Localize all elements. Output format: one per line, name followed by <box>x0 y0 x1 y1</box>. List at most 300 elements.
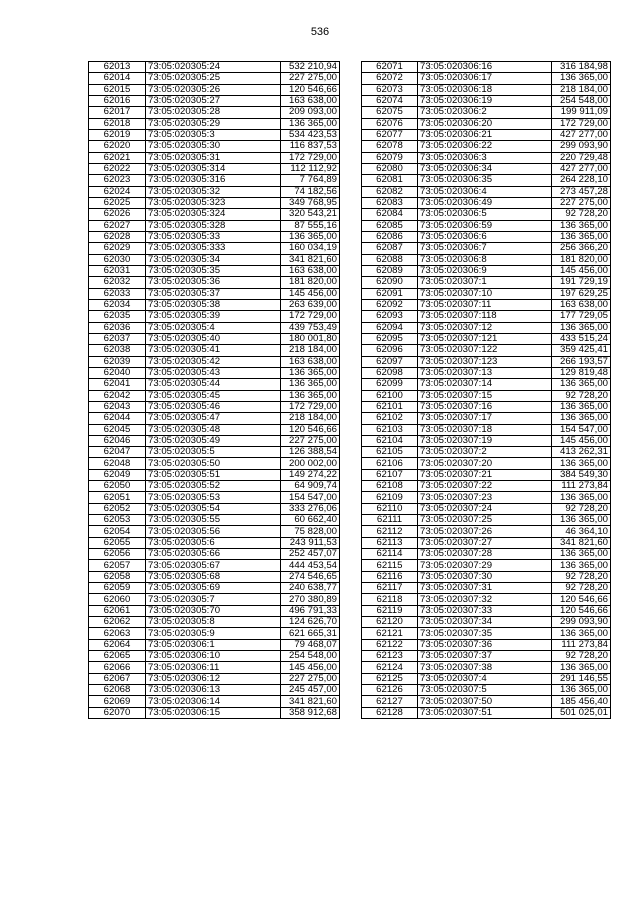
table-row <box>362 605 611 616</box>
cadastral-value: 145 456,00 <box>552 265 611 276</box>
cadastral-value: 136 365,00 <box>281 367 340 378</box>
row-number: 62069 <box>89 696 146 707</box>
table-row <box>89 628 340 639</box>
table-row <box>362 447 611 458</box>
cadastral-value: 433 515,24 <box>552 333 611 344</box>
table-row <box>362 424 611 435</box>
row-number: 62020 <box>89 141 146 152</box>
row-number: 62017 <box>89 107 146 118</box>
cadastral-value: 227 275,00 <box>281 435 340 446</box>
cadastral-number: 73:05:020306:14 <box>146 696 281 707</box>
table-body-right <box>362 62 611 719</box>
cadastral-number: 73:05:020307:24 <box>418 503 552 514</box>
row-number: 62072 <box>362 73 418 84</box>
table-row <box>89 447 340 458</box>
row-number: 62068 <box>89 685 146 696</box>
cadastral-number: 73:05:020305:68 <box>146 571 281 582</box>
cadastral-number: 73:05:020307:29 <box>418 560 552 571</box>
table-row <box>89 503 340 514</box>
cadastral-value: 136 365,00 <box>552 73 611 84</box>
row-number: 62110 <box>362 503 418 514</box>
cadastral-value: 341 821,60 <box>281 254 340 265</box>
table-row <box>362 594 611 605</box>
table-row <box>362 515 611 526</box>
table-row <box>362 537 611 548</box>
row-number: 62076 <box>362 118 418 129</box>
cadastral-value: 136 365,00 <box>552 322 611 333</box>
row-number: 62041 <box>89 379 146 390</box>
cadastral-value: 46 364,10 <box>552 526 611 537</box>
table-row <box>362 651 611 662</box>
row-number: 62029 <box>89 243 146 254</box>
cadastral-number: 73:05:020305:30 <box>146 141 281 152</box>
table-row <box>362 367 611 378</box>
cadastral-number: 73:05:020307:34 <box>418 617 552 628</box>
table-row <box>362 379 611 390</box>
cadastral-number: 73:05:020307:123 <box>418 356 552 367</box>
cadastral-number: 73:05:020305:5 <box>146 447 281 458</box>
table-row <box>89 356 340 367</box>
cadastral-value: 120 546,66 <box>281 424 340 435</box>
row-number: 62117 <box>362 583 418 594</box>
cadastral-value: 181 820,00 <box>281 277 340 288</box>
cadastral-number: 73:05:020305:45 <box>146 390 281 401</box>
cadastral-number: 73:05:020307:19 <box>418 435 552 446</box>
cadastral-value: 92 728,20 <box>552 651 611 662</box>
cadastral-number: 73:05:020305:37 <box>146 288 281 299</box>
row-number: 62115 <box>362 560 418 571</box>
cadastral-value: 227 275,00 <box>552 197 611 208</box>
row-number: 62022 <box>89 163 146 174</box>
table-row <box>89 549 340 560</box>
cadastral-value: 92 728,20 <box>552 390 611 401</box>
cadastral-value: 532 210,94 <box>281 62 340 73</box>
cadastral-value: 111 273,84 <box>552 481 611 492</box>
row-number: 62015 <box>89 84 146 95</box>
cadastral-value: 136 365,00 <box>281 118 340 129</box>
cadastral-number: 73:05:020307:121 <box>418 333 552 344</box>
table-row <box>362 707 611 718</box>
table-row <box>362 639 611 650</box>
cadastral-value: 163 638,00 <box>552 299 611 310</box>
cadastral-value: 349 768,95 <box>281 197 340 208</box>
cadastral-value: 427 277,00 <box>552 129 611 140</box>
cadastral-value: 120 546,66 <box>552 594 611 605</box>
cadastral-number: 73:05:020305:7 <box>146 594 281 605</box>
table-row <box>89 299 340 310</box>
table-row <box>362 333 611 344</box>
row-number: 62092 <box>362 299 418 310</box>
row-number: 62108 <box>362 481 418 492</box>
cadastral-value: 444 453,54 <box>281 560 340 571</box>
register-table-left <box>88 61 340 719</box>
table-row <box>362 84 611 95</box>
table-row <box>89 322 340 333</box>
cadastral-value: 316 184,98 <box>552 62 611 73</box>
cadastral-value: 185 456,40 <box>552 696 611 707</box>
cadastral-number: 73:05:020305:33 <box>146 231 281 242</box>
cadastral-number: 73:05:020305:54 <box>146 503 281 514</box>
row-number: 62053 <box>89 515 146 526</box>
cadastral-value: 199 911,09 <box>552 107 611 118</box>
cadastral-value: 136 365,00 <box>552 628 611 639</box>
table-row <box>89 129 340 140</box>
cadastral-number: 73:05:020305:52 <box>146 481 281 492</box>
cadastral-value: 149 274,22 <box>281 469 340 480</box>
row-number: 62107 <box>362 469 418 480</box>
cadastral-value: 136 365,00 <box>281 390 340 401</box>
row-number: 62090 <box>362 277 418 288</box>
cadastral-number: 73:05:020306:21 <box>418 129 552 140</box>
table-row <box>362 696 611 707</box>
cadastral-value: 496 791,33 <box>281 605 340 616</box>
table-row <box>362 673 611 684</box>
table-row <box>89 515 340 526</box>
cadastral-number: 73:05:020307:16 <box>418 401 552 412</box>
cadastral-number: 73:05:020305:316 <box>146 175 281 186</box>
cadastral-value: 341 821,60 <box>552 537 611 548</box>
row-number: 62065 <box>89 651 146 662</box>
cadastral-number: 73:05:020305:50 <box>146 458 281 469</box>
table-row <box>89 62 340 73</box>
cadastral-value: 172 729,00 <box>281 401 340 412</box>
table-row <box>362 322 611 333</box>
row-number: 62049 <box>89 469 146 480</box>
row-number: 62026 <box>89 209 146 220</box>
cadastral-number: 73:05:020305:47 <box>146 413 281 424</box>
cadastral-number: 73:05:020305:6 <box>146 537 281 548</box>
cadastral-number: 73:05:020306:13 <box>146 685 281 696</box>
table-row <box>362 62 611 73</box>
cadastral-number: 73:05:020305:29 <box>146 118 281 129</box>
cadastral-number: 73:05:020305:28 <box>146 107 281 118</box>
cadastral-number: 73:05:020307:14 <box>418 379 552 390</box>
cadastral-number: 73:05:020307:118 <box>418 311 552 322</box>
cadastral-value: 227 275,00 <box>281 73 340 84</box>
row-number: 62098 <box>362 367 418 378</box>
table-row <box>362 526 611 537</box>
cadastral-value: 218 184,00 <box>552 84 611 95</box>
cadastral-value: 501 025,01 <box>552 707 611 718</box>
cadastral-number: 73:05:020306:10 <box>146 651 281 662</box>
cadastral-number: 73:05:020305:328 <box>146 220 281 231</box>
table-row <box>89 662 340 673</box>
row-number: 62024 <box>89 186 146 197</box>
cadastral-value: 252 457,07 <box>281 549 340 560</box>
table-row <box>362 356 611 367</box>
table-row <box>362 231 611 242</box>
cadastral-value: 145 456,00 <box>281 662 340 673</box>
table-row <box>89 435 340 446</box>
cadastral-value: 191 729,19 <box>552 277 611 288</box>
row-number: 62056 <box>89 549 146 560</box>
table-row <box>89 379 340 390</box>
cadastral-number: 73:05:020306:17 <box>418 73 552 84</box>
cadastral-number: 73:05:020307:30 <box>418 571 552 582</box>
row-number: 62118 <box>362 594 418 605</box>
cadastral-number: 73:05:020305:314 <box>146 163 281 174</box>
row-number: 62106 <box>362 458 418 469</box>
table-row <box>89 141 340 152</box>
table-row <box>89 492 340 503</box>
row-number: 62126 <box>362 685 418 696</box>
cadastral-number: 73:05:020307:35 <box>418 628 552 639</box>
cadastral-number: 73:05:020307:122 <box>418 345 552 356</box>
table-row <box>89 424 340 435</box>
table-row <box>362 265 611 276</box>
cadastral-value: 181 820,00 <box>552 254 611 265</box>
cadastral-number: 73:05:020305:55 <box>146 515 281 526</box>
cadastral-value: 240 638,77 <box>281 583 340 594</box>
table-row <box>362 662 611 673</box>
cadastral-value: 112 112,92 <box>281 163 340 174</box>
cadastral-number: 73:05:020305:49 <box>146 435 281 446</box>
cadastral-number: 73:05:020306:18 <box>418 84 552 95</box>
row-number: 62103 <box>362 424 418 435</box>
cadastral-number: 73:05:020305:38 <box>146 299 281 310</box>
table-row <box>362 141 611 152</box>
row-number: 62097 <box>362 356 418 367</box>
row-number: 62028 <box>89 231 146 242</box>
table-row <box>89 651 340 662</box>
row-number: 62111 <box>362 515 418 526</box>
table-row <box>89 605 340 616</box>
row-number: 62109 <box>362 492 418 503</box>
cadastral-number: 73:05:020306:22 <box>418 141 552 152</box>
table-row <box>362 288 611 299</box>
cadastral-value: 136 365,00 <box>552 515 611 526</box>
row-number: 62036 <box>89 322 146 333</box>
table-row <box>89 118 340 129</box>
cadastral-value: 200 002,00 <box>281 458 340 469</box>
row-number: 62105 <box>362 447 418 458</box>
row-number: 62044 <box>89 413 146 424</box>
cadastral-value: 92 728,20 <box>552 571 611 582</box>
cadastral-number: 73:05:020307:28 <box>418 549 552 560</box>
cadastral-number: 73:05:020307:33 <box>418 605 552 616</box>
row-number: 62034 <box>89 299 146 310</box>
table-row <box>89 107 340 118</box>
cadastral-value: 79 468,07 <box>281 639 340 650</box>
table-row <box>362 458 611 469</box>
cadastral-value: 136 365,00 <box>552 662 611 673</box>
cadastral-number: 73:05:020305:35 <box>146 265 281 276</box>
row-number: 62043 <box>89 401 146 412</box>
cadastral-number: 73:05:020305:69 <box>146 583 281 594</box>
cadastral-value: 384 549,30 <box>552 469 611 480</box>
row-number: 62060 <box>89 594 146 605</box>
cadastral-number: 73:05:020307:12 <box>418 322 552 333</box>
table-row <box>362 277 611 288</box>
table-row <box>362 583 611 594</box>
table-row <box>89 186 340 197</box>
cadastral-number: 73:05:020306:3 <box>418 152 552 163</box>
cadastral-number: 73:05:020305:25 <box>146 73 281 84</box>
cadastral-number: 73:05:020306:15 <box>146 707 281 718</box>
row-number: 62084 <box>362 209 418 220</box>
table-row <box>89 367 340 378</box>
table-row <box>89 401 340 412</box>
row-number: 62096 <box>362 345 418 356</box>
cadastral-value: 299 093,90 <box>552 141 611 152</box>
cadastral-value: 163 638,00 <box>281 356 340 367</box>
row-number: 62040 <box>89 367 146 378</box>
cadastral-number: 73:05:020306:2 <box>418 107 552 118</box>
table-row <box>362 345 611 356</box>
row-number: 62052 <box>89 503 146 514</box>
cadastral-number: 73:05:020307:1 <box>418 277 552 288</box>
table-row <box>89 345 340 356</box>
row-number: 62083 <box>362 197 418 208</box>
table-row <box>89 84 340 95</box>
cadastral-value: 413 262,31 <box>552 447 611 458</box>
cadastral-number: 73:05:020307:27 <box>418 537 552 548</box>
cadastral-number: 73:05:020307:15 <box>418 390 552 401</box>
cadastral-number: 73:05:020307:23 <box>418 492 552 503</box>
cadastral-number: 73:05:020306:49 <box>418 197 552 208</box>
row-number: 62048 <box>89 458 146 469</box>
row-number: 62127 <box>362 696 418 707</box>
table-row <box>362 549 611 560</box>
cadastral-number: 73:05:020307:26 <box>418 526 552 537</box>
row-number: 62018 <box>89 118 146 129</box>
cadastral-number: 73:05:020305:44 <box>146 379 281 390</box>
table-row <box>89 265 340 276</box>
row-number: 62100 <box>362 390 418 401</box>
table-row <box>89 673 340 684</box>
cadastral-number: 73:05:020305:53 <box>146 492 281 503</box>
cadastral-number: 73:05:020305:67 <box>146 560 281 571</box>
cadastral-value: 621 665,31 <box>281 628 340 639</box>
page-number: 536 <box>310 26 330 38</box>
row-number: 62031 <box>89 265 146 276</box>
cadastral-number: 73:05:020306:16 <box>418 62 552 73</box>
table-row <box>362 299 611 310</box>
row-number: 62045 <box>89 424 146 435</box>
cadastral-value: 136 365,00 <box>552 560 611 571</box>
row-number: 62058 <box>89 571 146 582</box>
table-row <box>89 220 340 231</box>
row-number: 62057 <box>89 560 146 571</box>
cadastral-value: 136 365,00 <box>552 379 611 390</box>
row-number: 62093 <box>362 311 418 322</box>
row-number: 62091 <box>362 288 418 299</box>
row-number: 62089 <box>362 265 418 276</box>
cadastral-value: 136 365,00 <box>552 458 611 469</box>
cadastral-value: 64 909,74 <box>281 481 340 492</box>
cadastral-value: 126 388,54 <box>281 447 340 458</box>
row-number: 62080 <box>362 163 418 174</box>
cadastral-value: 439 753,49 <box>281 322 340 333</box>
row-number: 62016 <box>89 95 146 106</box>
row-number: 62033 <box>89 288 146 299</box>
cadastral-value: 254 548,00 <box>552 95 611 106</box>
cadastral-number: 73:05:020305:3 <box>146 129 281 140</box>
cadastral-number: 73:05:020307:20 <box>418 458 552 469</box>
cadastral-value: 320 543,21 <box>281 209 340 220</box>
table-row <box>89 458 340 469</box>
table-row <box>89 175 340 186</box>
row-number: 62038 <box>89 345 146 356</box>
cadastral-number: 73:05:020307:4 <box>418 673 552 684</box>
row-number: 62051 <box>89 492 146 503</box>
table-row <box>362 390 611 401</box>
row-number: 62023 <box>89 175 146 186</box>
cadastral-value: 145 456,00 <box>552 435 611 446</box>
row-number: 62119 <box>362 605 418 616</box>
cadastral-number: 73:05:020307:31 <box>418 583 552 594</box>
cadastral-value: 274 546,65 <box>281 571 340 582</box>
cadastral-number: 73:05:020305:36 <box>146 277 281 288</box>
row-number: 62047 <box>89 447 146 458</box>
row-number: 62027 <box>89 220 146 231</box>
table-row <box>362 254 611 265</box>
cadastral-number: 73:05:020305:66 <box>146 549 281 560</box>
cadastral-number: 73:05:020306:11 <box>146 662 281 673</box>
table-row <box>362 469 611 480</box>
table-row <box>89 594 340 605</box>
cadastral-value: 7 764,89 <box>281 175 340 186</box>
cadastral-number: 73:05:020305:42 <box>146 356 281 367</box>
table-row <box>89 560 340 571</box>
row-number: 62086 <box>362 231 418 242</box>
cadastral-number: 73:05:020307:2 <box>418 447 552 458</box>
row-number: 62082 <box>362 186 418 197</box>
table-row <box>362 152 611 163</box>
cadastral-value: 256 366,20 <box>552 243 611 254</box>
table-row <box>89 254 340 265</box>
cadastral-value: 534 423,53 <box>281 129 340 140</box>
table-row <box>362 401 611 412</box>
row-number: 62019 <box>89 129 146 140</box>
cadastral-value: 264 228,10 <box>552 175 611 186</box>
table-row <box>362 175 611 186</box>
table-row <box>362 107 611 118</box>
row-number: 62077 <box>362 129 418 140</box>
table-row <box>89 617 340 628</box>
cadastral-value: 218 184,00 <box>281 413 340 424</box>
row-number: 62123 <box>362 651 418 662</box>
cadastral-number: 73:05:020305:70 <box>146 605 281 616</box>
cadastral-value: 120 546,66 <box>281 84 340 95</box>
cadastral-number: 73:05:020307:51 <box>418 707 552 718</box>
cadastral-number: 73:05:020306:34 <box>418 163 552 174</box>
cadastral-number: 73:05:020305:323 <box>146 197 281 208</box>
cadastral-number: 73:05:020306:8 <box>418 254 552 265</box>
cadastral-value: 180 001,80 <box>281 333 340 344</box>
cadastral-value: 359 425,41 <box>552 345 611 356</box>
cadastral-number: 73:05:020305:24 <box>146 62 281 73</box>
row-number: 62125 <box>362 673 418 684</box>
table-row <box>362 209 611 220</box>
table-row <box>89 639 340 650</box>
table-row <box>89 526 340 537</box>
cadastral-value: 136 365,00 <box>552 413 611 424</box>
row-number: 62014 <box>89 73 146 84</box>
cadastral-number: 73:05:020305:48 <box>146 424 281 435</box>
table-row <box>89 277 340 288</box>
row-number: 62116 <box>362 571 418 582</box>
table-row <box>362 435 611 446</box>
row-number: 62037 <box>89 333 146 344</box>
row-number: 62079 <box>362 152 418 163</box>
cadastral-value: 160 034,19 <box>281 243 340 254</box>
table-row <box>362 413 611 424</box>
cadastral-value: 92 728,20 <box>552 209 611 220</box>
table-row <box>362 220 611 231</box>
table-row <box>362 73 611 84</box>
row-number: 62030 <box>89 254 146 265</box>
